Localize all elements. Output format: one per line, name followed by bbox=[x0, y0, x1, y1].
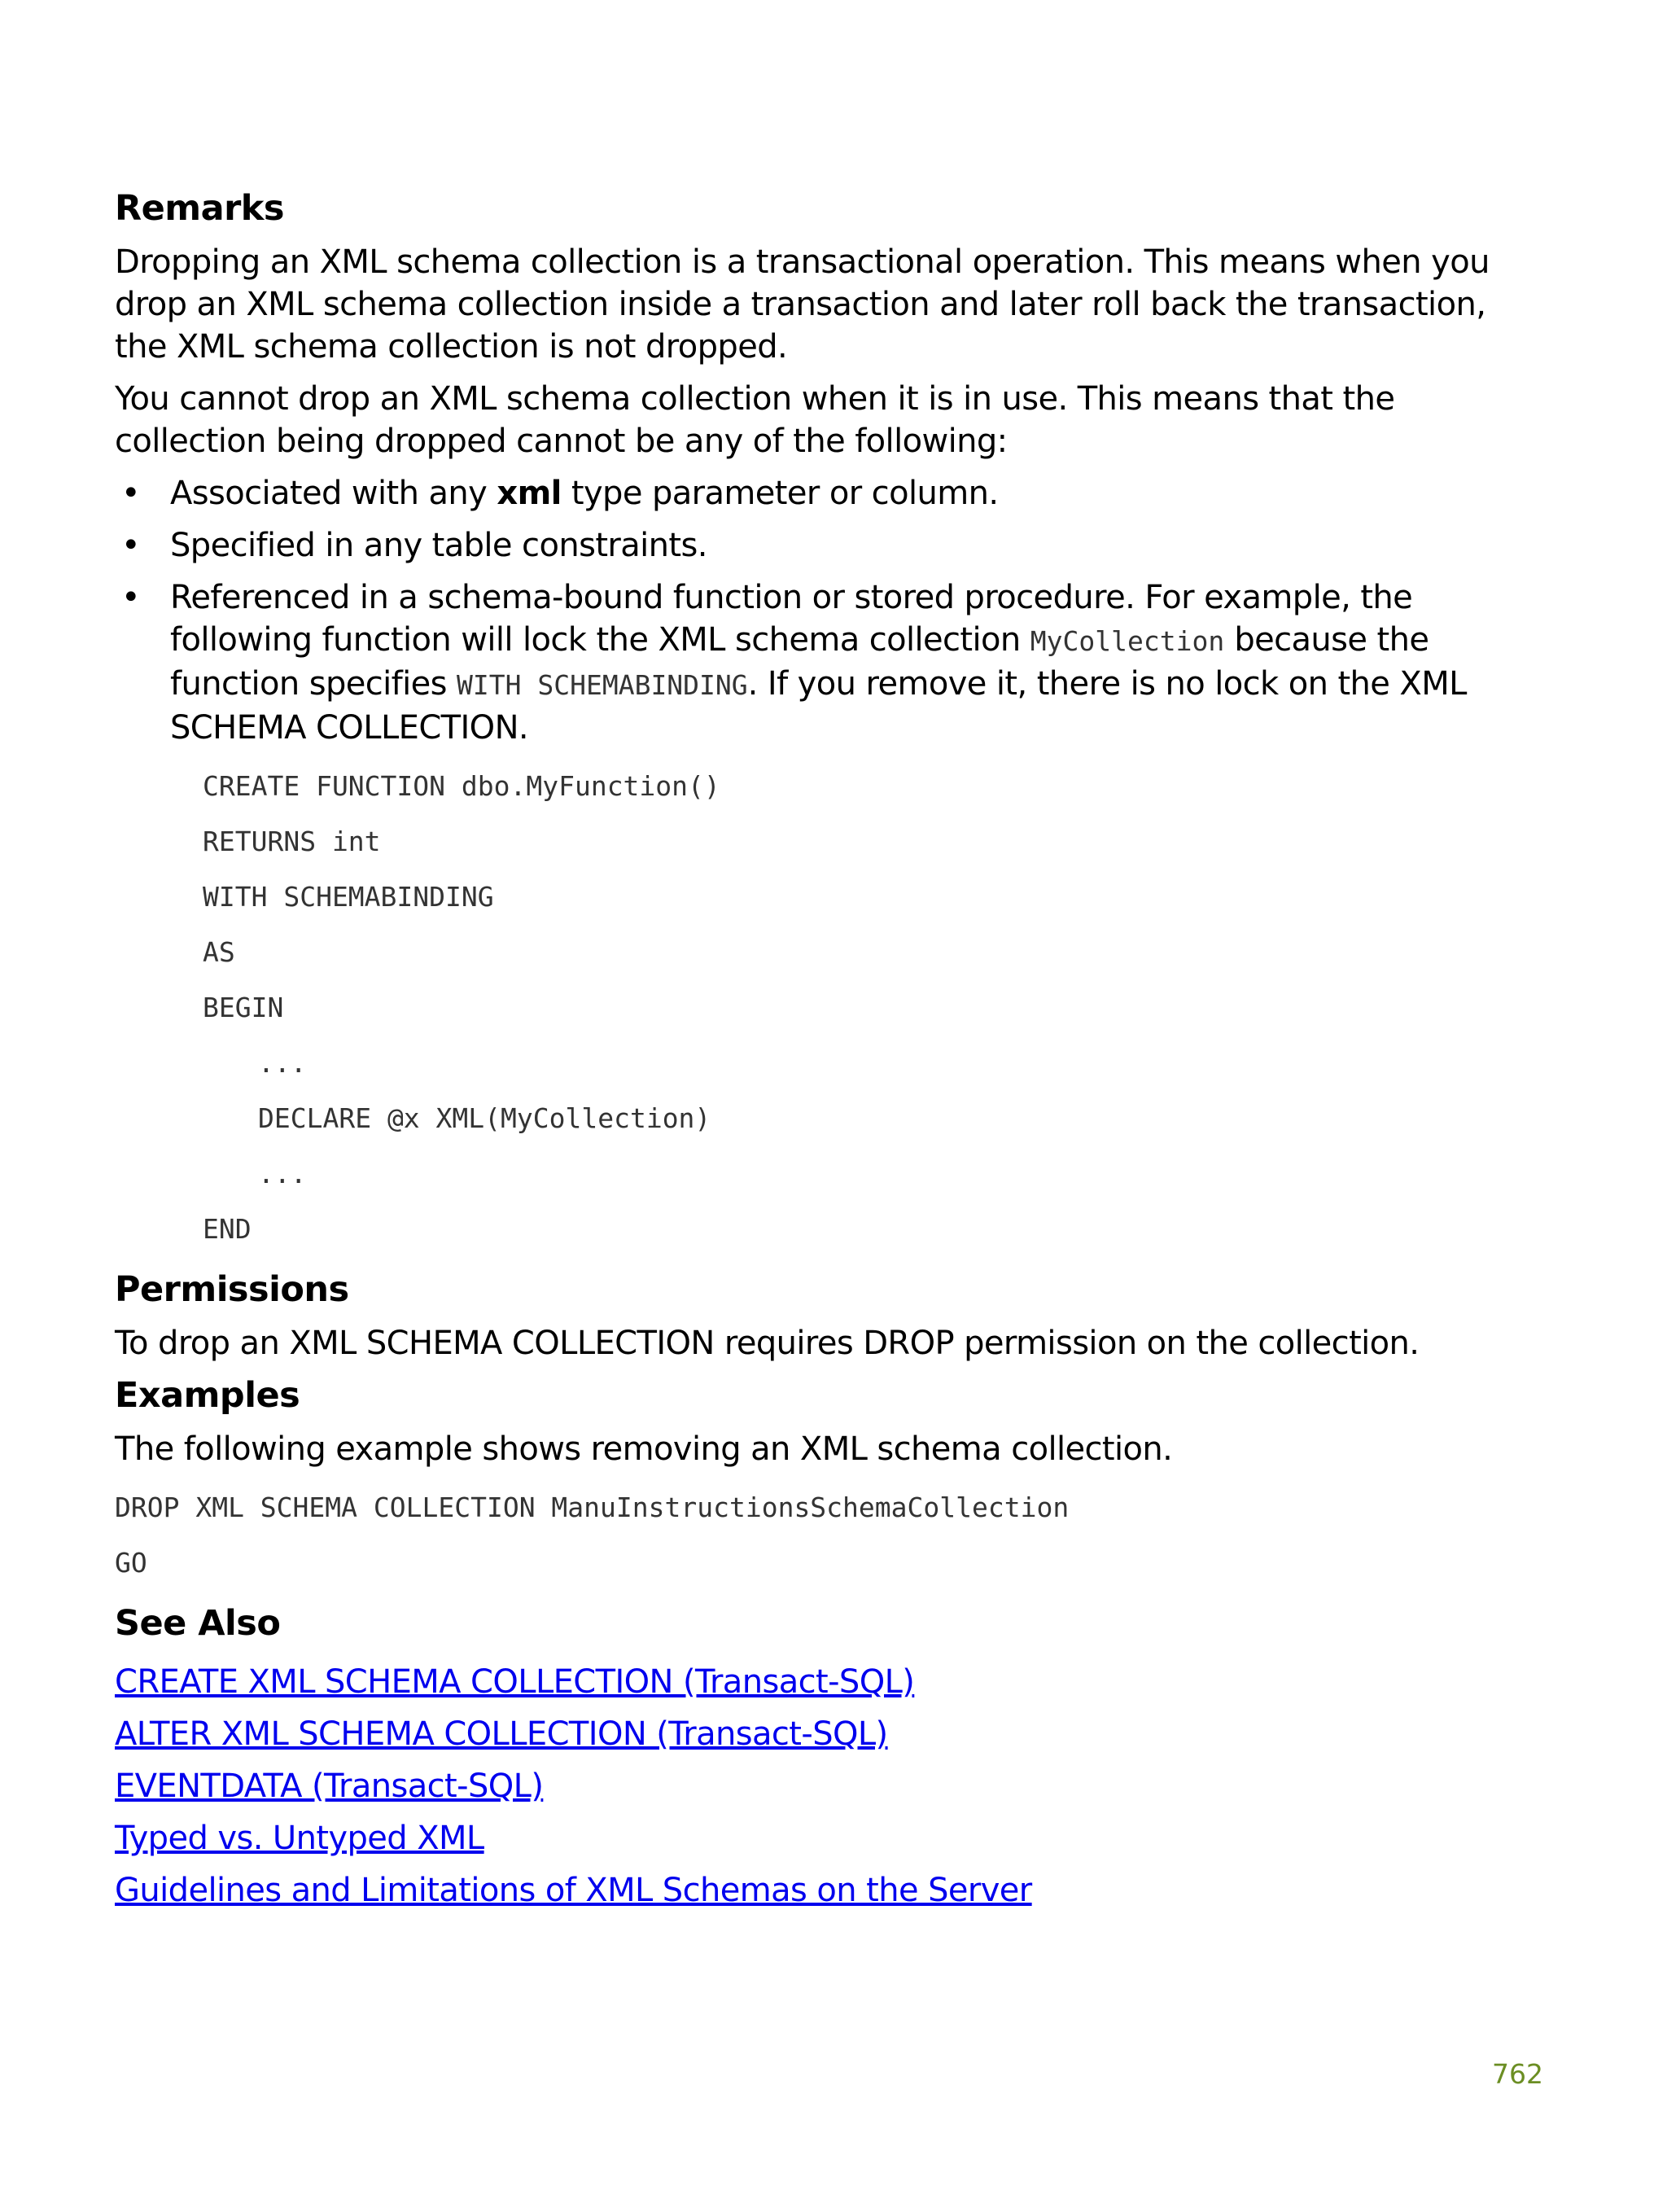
remarks-paragraph-1: Dropping an XML schema collection is a transactional operation. This means when you drop an XML schema collection inside a transaction and later roll back the transaction, the XML schema collection is not dropped. bbox=[115, 243, 1490, 366]
remarks-paragraph-2: You cannot drop an XML schema collection when it is in use. This means that the collection being dropped cannot be any of the following: bbox=[115, 380, 1395, 460]
remarks-bullet-list bbox=[115, 472, 1535, 749]
bullet-icon: • bbox=[121, 579, 140, 616]
bullet-text-pre: Referenced in a schema-bound function or stored procedure. For example, the following function will lock the XML schema collection bbox=[170, 579, 1413, 659]
see-also-heading: See Also bbox=[115, 1603, 281, 1644]
bullet-icon: • bbox=[121, 475, 140, 512]
examples-heading: Examples bbox=[115, 1375, 300, 1416]
code-line: DECLARE @x XML(MyCollection) bbox=[258, 1102, 711, 1134]
link-eventdata[interactable]: EVENTDATA (Transact-SQL) bbox=[115, 1767, 544, 1805]
code-line: AS bbox=[203, 936, 235, 968]
bullet-text-pre: Associated with any bbox=[170, 475, 497, 512]
permissions-section bbox=[115, 1268, 1535, 1364]
bullet-item-table-constraints bbox=[115, 524, 1535, 567]
link-alter-xml-schema-collection[interactable]: ALTER XML SCHEMA COLLECTION (Transact-SQL) bbox=[115, 1715, 888, 1753]
code-line: RETURNS int bbox=[203, 826, 381, 857]
code-line: END bbox=[203, 1213, 252, 1245]
bullet-item-schema-bound bbox=[115, 576, 1535, 749]
bullet-icon: • bbox=[121, 527, 140, 564]
bullet-text-post: . If you remove it, there is no lock on the XML SCHEMA COLLECTION. bbox=[170, 665, 1467, 747]
bullet-text-bold: xml bbox=[497, 475, 562, 512]
link-create-xml-schema-collection[interactable]: CREATE XML SCHEMA COLLECTION (Transact-SQL) bbox=[115, 1663, 915, 1701]
bullet-item-xml-type bbox=[115, 472, 1535, 515]
code-line: DROP XML SCHEMA COLLECTION ManuInstructionsSchemaCollection bbox=[115, 1491, 1070, 1523]
examples-text: The following example shows removing an XML schema collection. bbox=[115, 1430, 1173, 1468]
code-line: GO bbox=[115, 1547, 147, 1579]
bullet-text-post: type parameter or column. bbox=[561, 475, 999, 512]
code-line: CREATE FUNCTION dbo.MyFunction() bbox=[203, 770, 720, 802]
code-line: BEGIN bbox=[203, 992, 284, 1023]
code-line: ... bbox=[258, 1158, 307, 1189]
remarks-heading: Remarks bbox=[115, 188, 284, 229]
examples-section bbox=[115, 1374, 1535, 1591]
permissions-text: To drop an XML SCHEMA COLLECTION requires DROP permission on the collection. bbox=[115, 1325, 1420, 1362]
link-guidelines-limitations[interactable]: Guidelines and Limitations of XML Schemas on the Server bbox=[115, 1872, 1032, 1909]
inline-code-mycollection: MyCollection bbox=[1030, 625, 1225, 657]
code-line: WITH SCHEMABINDING bbox=[203, 881, 494, 913]
example-code-block bbox=[115, 1480, 1535, 1591]
code-line: ... bbox=[258, 1047, 307, 1079]
permissions-heading: Permissions bbox=[115, 1269, 349, 1310]
bullet-text: Specified in any table constraints. bbox=[170, 527, 707, 564]
document-page bbox=[115, 187, 1535, 1916]
function-code-block bbox=[115, 759, 1535, 1257]
see-also-links bbox=[115, 1656, 1535, 1916]
bullet-text-mid: because the function specifies bbox=[170, 621, 1429, 703]
see-also-section bbox=[115, 1602, 1535, 1916]
link-typed-vs-untyped-xml[interactable]: Typed vs. Untyped XML bbox=[115, 1820, 484, 1857]
inline-code-schemabinding: WITH SCHEMABINDING bbox=[457, 669, 748, 701]
page-number: 762 bbox=[1492, 2058, 1543, 2090]
remarks-section bbox=[115, 187, 1535, 1257]
